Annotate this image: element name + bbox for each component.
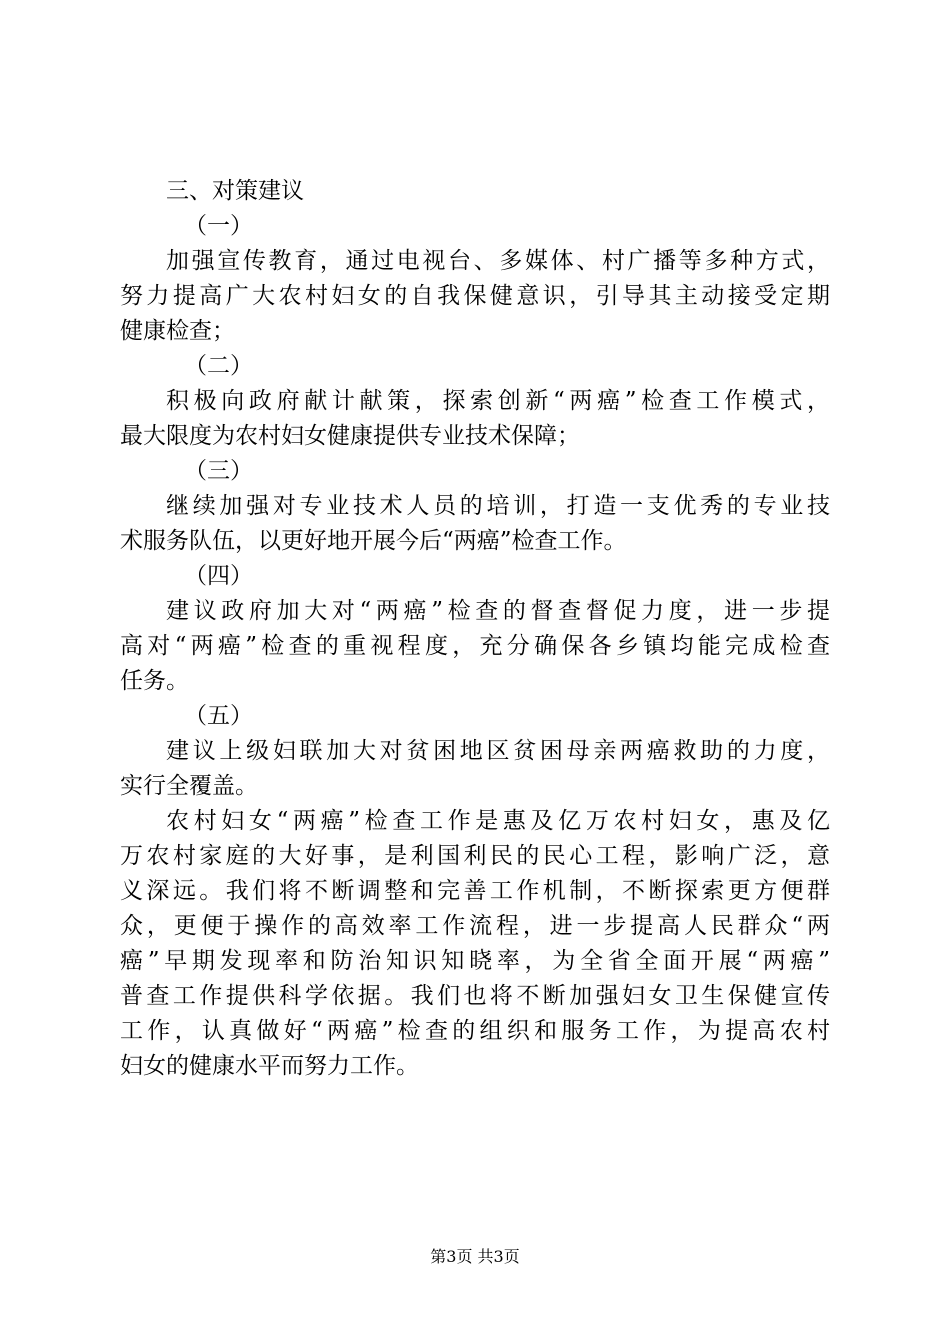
closing-line: 妇女的健康水平而努力工作。 (120, 1053, 419, 1079)
paragraph-line: 继续加强对专业技术人员的培训，打造一支优秀的专业技 (166, 493, 830, 519)
item-label: （一） (184, 213, 253, 239)
paragraph-line: 最大限度为农村妇女健康提供专业技术保障； (120, 423, 580, 449)
closing-line: 万农村家庭的大好事，是利国利民的民心工程，影响广泛，意 (120, 843, 830, 869)
paragraph-line: 建议政府加大对“两癌”检查的督查督促力度，进一步提 (166, 598, 830, 624)
paragraph-line: 任务。 (120, 668, 189, 694)
paragraph-line: 高对“两癌”检查的重视程度，充分确保各乡镇均能完成检查 (120, 633, 830, 659)
paragraph-line: 实行全覆盖。 (120, 773, 258, 799)
closing-line: 义深远。我们将不断调整和完善工作机制，不断探索更方便群 (120, 878, 830, 904)
paragraph-line: 积极向政府献计献策，探索创新“两癌”检查工作模式， (166, 388, 830, 414)
item-label: （三） (184, 458, 253, 484)
document-body (120, 174, 830, 1084)
item-label: （四） (184, 563, 253, 589)
closing-line: 普查工作提供科学依据。我们也将不断加强妇女卫生保健宣传 (120, 983, 830, 1009)
closing-line: 众，更便于操作的高效率工作流程，进一步提高人民群众“两 (120, 913, 830, 939)
page-footer: 第3页 共3页 (430, 1247, 520, 1266)
item-label: （五） (184, 703, 253, 729)
paragraph-line: 加强宣传教育，通过电视台、多媒体、村广播等多种方式， (166, 248, 830, 274)
paragraph-line: 健康检查； (120, 318, 235, 344)
paragraph-line: 建议上级妇联加大对贫困地区贫困母亲两癌救助的力度， (166, 738, 830, 764)
closing-line: 癌”早期发现率和防治知识知晓率，为全省全面开展“两癌” (120, 948, 830, 974)
section-heading: 三、对策建议 (166, 178, 304, 204)
closing-line: 农村妇女“两癌”检查工作是惠及亿万农村妇女，惠及亿 (166, 808, 830, 834)
item-label: （二） (184, 353, 253, 379)
paragraph-line: 术服务队伍，以更好地开展今后“两癌”检查工作。 (120, 528, 627, 554)
closing-line: 工作，认真做好“两癌”检查的组织和服务工作，为提高农村 (120, 1018, 830, 1044)
paragraph-line: 努力提高广大农村妇女的自我保健意识，引导其主动接受定期 (120, 283, 830, 309)
